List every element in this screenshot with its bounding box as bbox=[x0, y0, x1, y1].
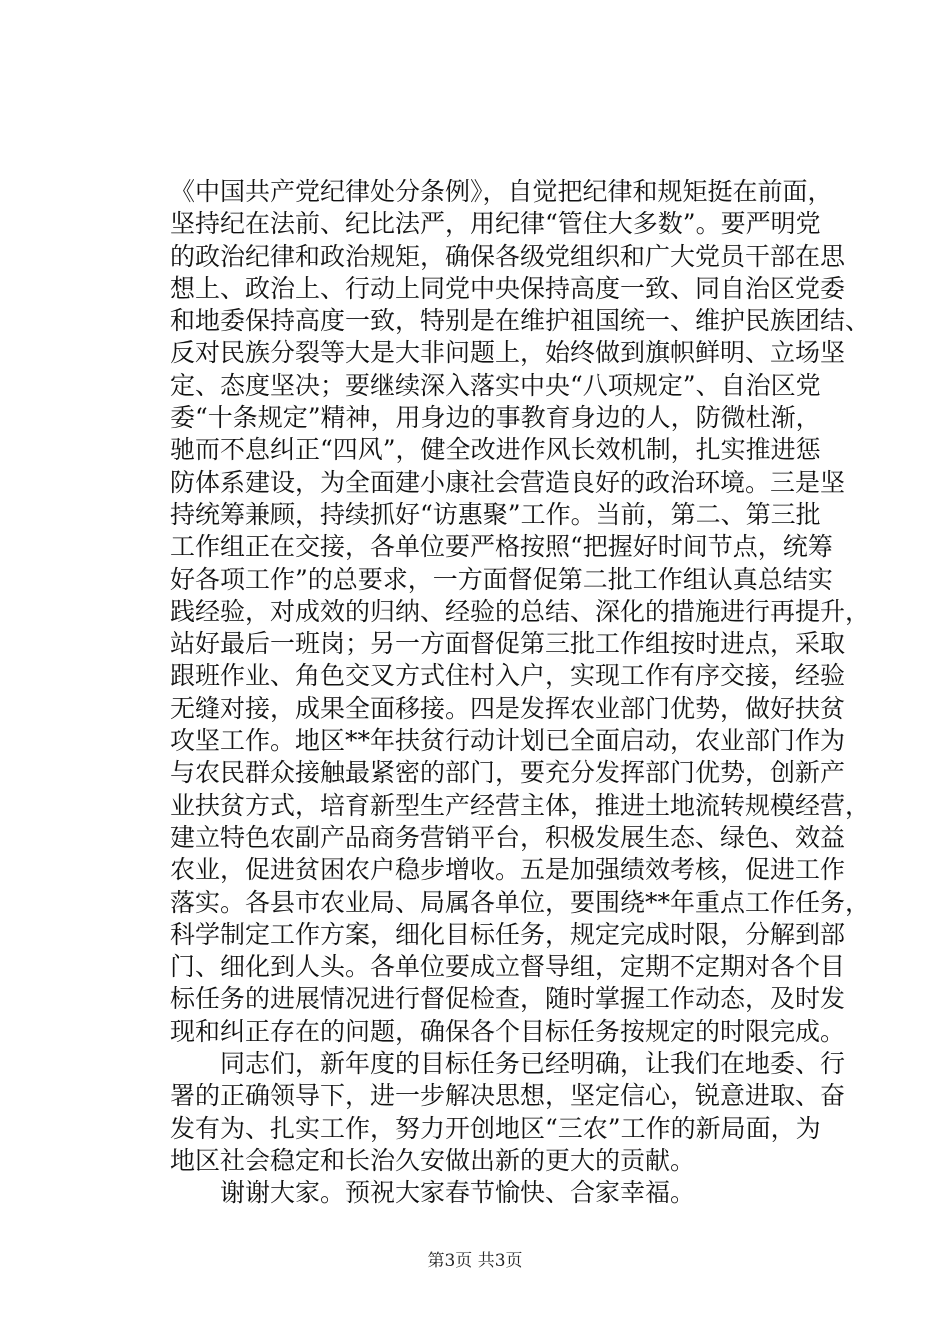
text-line: 农业，促进贫困农户稳步增收。五是加强绩效考核，促进工作 bbox=[170, 855, 846, 885]
text-line: 委“十条规定”精神，用身边的事教育身边的人，防微杜渐， bbox=[170, 403, 821, 433]
text-line: 无缝对接，成果全面移接。四是发挥农业部门优势，做好扶贫 bbox=[170, 693, 846, 723]
text-line: 署的正确领导下，进一步解决思想，坚定信心，锐意进取、奋 bbox=[170, 1081, 846, 1111]
text-line: 地区社会稳定和长治久安做出新的更大的贡献。 bbox=[170, 1145, 696, 1175]
page-footer: 第3页 共3页 bbox=[427, 1251, 523, 1271]
text-line: 站好最后一班岗；另一方面督促第三批工作组按时进点，采取 bbox=[170, 629, 846, 659]
text-line: 科学制定工作方案，细化目标任务，规定完成时限，分解到部 bbox=[170, 919, 846, 949]
text-line: 攻坚工作。地区**年扶贫行动计划已全面启动，农业部门作为 bbox=[170, 726, 846, 756]
text-line: 工作组正在交接，各单位要严格按照“把握好时间节点，统筹 bbox=[170, 532, 833, 562]
body-text bbox=[170, 176, 870, 1210]
text-line: 践经验，对成效的归纳、经验的总结、深化的措施进行再提升， bbox=[170, 596, 871, 626]
text-line: 反对民族分裂等大是大非问题上，始终做到旗帜鲜明、立场坚 bbox=[170, 338, 846, 368]
text-line: 标任务的进展情况进行督促检查，随时掌握工作动态，及时发 bbox=[170, 984, 846, 1014]
text-line: 现和纠正存在的问题，确保各个目标任务按规定的时限完成。 bbox=[170, 1016, 846, 1046]
text-line: 坚持纪在法前、纪比法严，用纪律“管住大多数”。要严明党 bbox=[170, 209, 821, 239]
text-line: 的政治纪律和政治规矩，确保各级党组织和广大党员干部在思 bbox=[170, 241, 846, 271]
text-line: 发有为、扎实工作，努力开创地区“三农”工作的新局面，为 bbox=[170, 1113, 821, 1143]
text-line: 驰而不息纠正“四风”，健全改进作风长效机制，扎实推进惩 bbox=[170, 435, 821, 465]
text-line: 与农民群众接触最紧密的部门，要充分发挥部门优势，创新产 bbox=[170, 758, 846, 788]
text-line: 落实。各县市农业局、局属各单位，要围绕**年重点工作任务， bbox=[170, 887, 871, 917]
text-line: 建立特色农副产品商务营销平台，积极发展生态、绿色、效益 bbox=[170, 822, 846, 852]
text-line: 好各项工作”的总要求，一方面督促第二批工作组认真总结实 bbox=[170, 564, 833, 594]
text-line: 持统筹兼顾，持续抓好“访惠聚”工作。当前，第二、第三批 bbox=[170, 499, 821, 529]
text-line: 跟班作业、角色交叉方式住村入户，实现工作有序交接，经验 bbox=[170, 661, 846, 691]
text-line: 业扶贫方式，培育新型生产经营主体，推进土地流转规模经营， bbox=[170, 790, 871, 820]
text-line: 定、态度坚决；要继续深入落实中央“八项规定”、自治区党 bbox=[170, 370, 821, 400]
text-line: 防体系建设，为全面建小康社会营造良好的政治环境。三是坚 bbox=[170, 467, 846, 497]
text-line: 想上、政治上、行动上同党中央保持高度一致、同自治区党委 bbox=[170, 273, 846, 303]
paragraph-start-line: 同志们，新年度的目标任务已经明确，让我们在地委、行 bbox=[220, 1049, 846, 1079]
text-line: 《中国共产党纪律处分条例》，自觉把纪律和规矩挺在前面， bbox=[170, 177, 833, 206]
text-line: 门、细化到人头。各单位要成立督导组，定期不定期对各个目 bbox=[170, 952, 846, 982]
paragraph-start-line: 谢谢大家。预祝大家春节愉快、合家幸福。 bbox=[220, 1178, 696, 1208]
text-line: 和地委保持高度一致，特别是在维护祖国统一、维护民族团结、 bbox=[170, 306, 871, 336]
